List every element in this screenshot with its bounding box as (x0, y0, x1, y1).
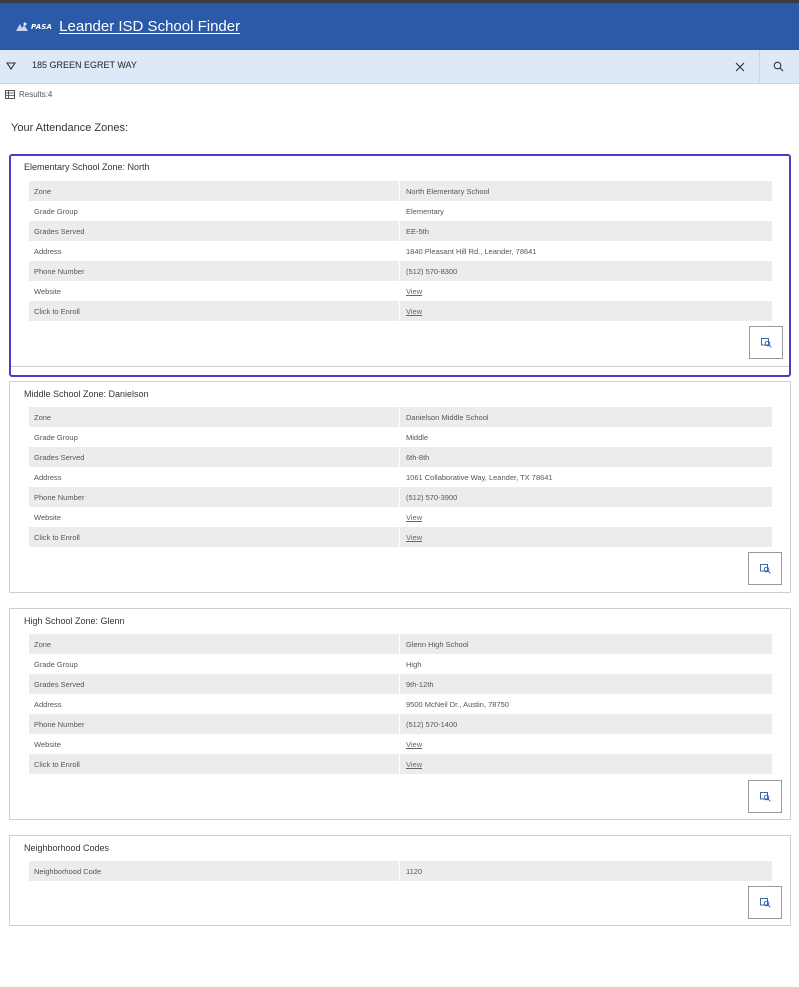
zoom-to-button[interactable] (748, 780, 782, 813)
row-value: 1061 Collaborative Way, Leander, TX 78641 (406, 472, 553, 482)
logo-mark-icon (15, 21, 29, 33)
app-title[interactable]: Leander ISD School Finder (59, 18, 241, 35)
attribute-table (29, 181, 772, 321)
search-bar (0, 50, 799, 84)
enroll-link[interactable]: View (406, 306, 423, 316)
search-divider (759, 50, 760, 83)
row-label: Address (29, 467, 400, 487)
zoom-to-icon (760, 564, 771, 574)
row-value: (512) 570-1400 (406, 719, 458, 729)
result-card-middle[interactable] (9, 381, 791, 593)
website-link[interactable]: View (406, 512, 423, 522)
triangle-down-icon[interactable] (3, 58, 19, 74)
attribute-table (29, 634, 772, 774)
close-icon[interactable] (731, 58, 748, 75)
zoom-to-icon (761, 338, 772, 348)
row-label: Neighborhood Code (29, 861, 400, 881)
results-label: Results:4 (19, 90, 53, 99)
table-row (29, 754, 772, 774)
logo-text: PASA (31, 22, 53, 31)
row-label: Phone Number (29, 487, 400, 507)
card-divider (11, 366, 789, 367)
table-row (29, 734, 772, 754)
table-row (29, 221, 772, 241)
table-row (29, 487, 772, 507)
card-title: Elementary School Zone: North (24, 162, 150, 172)
zoom-to-button[interactable] (748, 552, 782, 585)
table-row (29, 201, 772, 221)
row-value: 1840 Pleasant Hill Rd., Leander, 78641 (406, 246, 537, 256)
row-label: Phone Number (29, 714, 400, 734)
table-row (29, 654, 772, 674)
row-value: North Elementary School (406, 186, 490, 196)
attendance-zones-heading: Your Attendance Zones: (11, 122, 129, 134)
row-value: Elementary (406, 206, 444, 216)
row-label: Zone (29, 634, 400, 654)
table-row (29, 261, 772, 281)
table-row (29, 467, 772, 487)
table-row (29, 427, 772, 447)
row-label: Grades Served (29, 221, 400, 241)
zoom-to-button[interactable] (748, 886, 782, 919)
table-row (29, 407, 772, 427)
table-row (29, 694, 772, 714)
result-card-neighborhood[interactable] (9, 835, 791, 926)
table-row (29, 674, 772, 694)
enroll-link[interactable]: View (406, 759, 423, 769)
row-value: (512) 570-8300 (406, 266, 458, 276)
zoom-to-icon (760, 898, 771, 908)
table-row (29, 634, 772, 654)
row-value: (512) 570-3900 (406, 492, 458, 502)
row-value: 9500 McNeil Dr., Austin, 78750 (406, 699, 509, 709)
row-label: Grade Group (29, 427, 400, 447)
row-label: Click to Enroll (29, 301, 400, 321)
table-row (29, 507, 772, 527)
card-title: Neighborhood Codes (24, 843, 110, 853)
row-label: Grades Served (29, 447, 400, 467)
result-card-elementary[interactable] (9, 154, 791, 377)
website-link[interactable]: View (406, 739, 423, 749)
row-label: Grade Group (29, 654, 400, 674)
row-value: Middle (406, 432, 429, 442)
row-label: Click to Enroll (29, 527, 400, 547)
table-row (29, 861, 772, 881)
row-value: High (406, 659, 422, 669)
row-value: 6th-8th (406, 452, 430, 462)
table-icon (5, 90, 15, 99)
app-header (0, 3, 799, 50)
row-label: Grades Served (29, 674, 400, 694)
enroll-link[interactable]: View (406, 532, 423, 542)
card-title: Middle School Zone: Danielson (24, 389, 149, 399)
row-label: Zone (29, 181, 400, 201)
search-icon[interactable] (770, 58, 787, 75)
row-label: Website (29, 507, 400, 527)
row-value: Danielson Middle School (406, 412, 489, 422)
card-title: High School Zone: Glenn (24, 616, 125, 626)
row-label: Address (29, 241, 400, 261)
row-label: Click to Enroll (29, 754, 400, 774)
row-label: Website (29, 734, 400, 754)
row-value: 1120 (406, 866, 423, 876)
table-row (29, 181, 772, 201)
table-row (29, 527, 772, 547)
website-link[interactable]: View (406, 286, 423, 296)
row-label: Phone Number (29, 261, 400, 281)
search-input[interactable]: 185 GREEN EGRET WAY (32, 60, 137, 70)
result-card-high[interactable] (9, 608, 791, 820)
row-value: 9th-12th (406, 679, 434, 689)
row-label: Grade Group (29, 201, 400, 221)
zoom-to-button[interactable] (749, 326, 783, 359)
results-count (5, 90, 52, 99)
row-value: EE-5th (406, 226, 429, 236)
attribute-table (29, 861, 772, 881)
table-row (29, 447, 772, 467)
table-row (29, 301, 772, 321)
table-row (29, 281, 772, 301)
table-row (29, 714, 772, 734)
app-logo (15, 17, 52, 37)
zoom-to-icon (760, 792, 771, 802)
attribute-table (29, 407, 772, 547)
row-label: Website (29, 281, 400, 301)
row-label: Address (29, 694, 400, 714)
row-label: Zone (29, 407, 400, 427)
table-row (29, 241, 772, 261)
row-value: Glenn High School (406, 639, 469, 649)
